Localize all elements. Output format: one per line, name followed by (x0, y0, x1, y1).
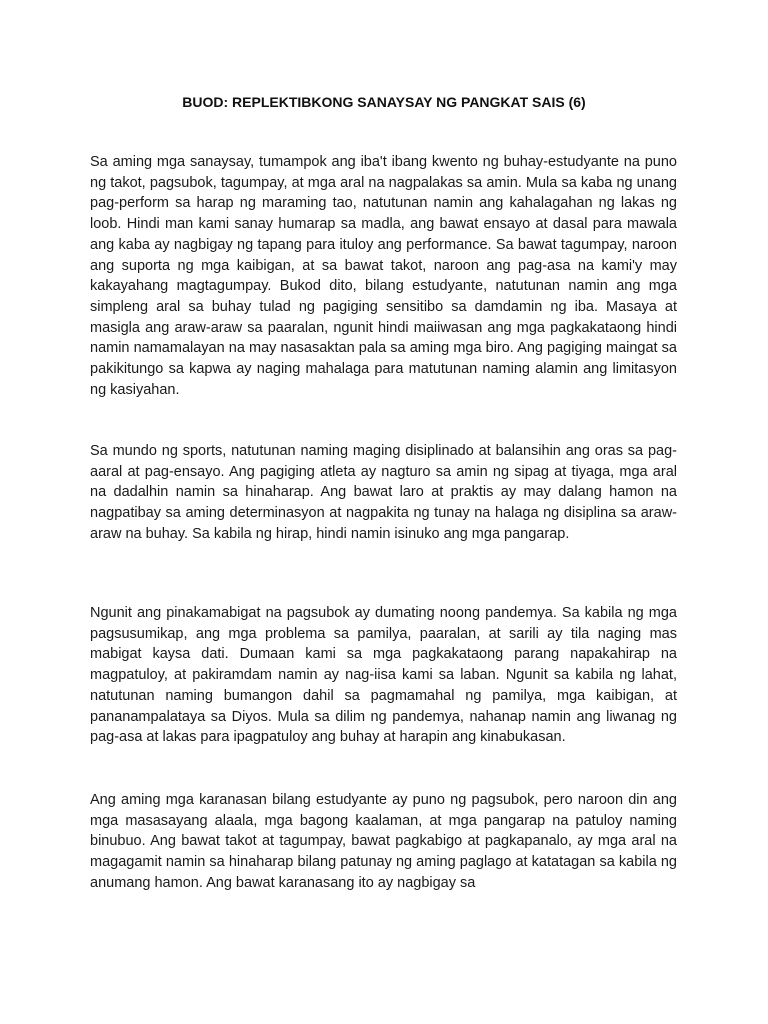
paragraph-2: Sa mundo ng sports, natutunan naming maging disiplinado at balansihin ang oras sa pag-aaral at pag-ensayo. Ang pagiging atleta ay nagturo sa amin ng sipag at tiyaga, mga aral na dadalhin namin sa hinaharap. Ang bawat laro at praktis ay may dalang hamon na nagpatibay sa aming determinasyon at nagpakita ng tunay na halaga ng disiplina sa araw-araw na buhay. Sa kabila ng hirap, hindi namin isinuko ang mga pangarap. (90, 443, 677, 542)
paragraph-3: Ngunit ang pinakamabigat na pagsubok ay dumating noong pandemya. Sa kabila ng mga pagsusumikap, ang mga problema sa pamilya, paaralan, at sarili ay tila naging mas mabigat kaysa dati. Dumaan kami sa mga pagkakataong parang napakahirap na magpatuloy, at pakiramdam namin ay nag-iisa kami sa laban. Ngunit sa kabila ng lahat, natutunan naming bumangon dahil sa pagmamahal ng pamilya, mga kaibigan, at pananampalataya sa Diyos. Mula sa dilim ng pandemya, nahanap namin ang liwanag ng pag-asa at lakas para ipagpatuloy ang buhay at harapin ang kinabukasan. (90, 605, 677, 746)
paragraph-1: Sa aming mga sanaysay, tumampok ang iba't ibang kwento ng buhay-estudyante na puno ng takot, pagsubok, tagumpay, at mga aral na nagpalakas sa amin. Mula sa kaba ng unang pag-perform sa harap ng maraming tao, natutunan namin ang kahalagahan ng lakas ng loob. Hindi man kami sanay humarap sa madla, ang bawat ensayo at dasal para mawala ang kaba ay nagbigay ng tapang para ituloy ang performance. Sa bawat tagumpay, naroon ang suporta ng mga kaibigan, at sa bawat takot, naroon ang pag-asa na kami'y may kakayahang magtagumpay. Bukod dito, bilang estudyante, natutunan namin ang mga simpleng aral sa buhay tulad ng pagiging sensitibo sa damdamin ng iba. Masaya at masigla ang araw-araw sa paaralan, ngunit hindi maiiwasan ang mga pagkakataong hindi namin namamalayan na may nasasaktan pala sa aming mga biro. Ang pagiging maingat sa pakikitungo sa kapwa ay naging mahalaga para matutunan naming alamin ang limitasyon ng kasiyahan. (90, 154, 677, 398)
paragraph-4: Ang aming mga karanasan bilang estudyante ay puno ng pagsubok, pero naroon din ang mga masasayang alaala, mga bagong kaalaman, at mga pangarap na patuloy naming binubuo. Ang bawat takot at tagumpay, bawat pagkabigo at pagkapanalo, ay mga aral na magagamit namin sa hinaharap bilang patunay ng aming paglago at katatagan sa kabila ng anumang hamon. Ang bawat karanasang ito ay nagbigay sa (90, 792, 677, 891)
document-title: BUOD: REPLEKTIBKONG SANAYSAY NG PANGKAT SAIS (6) (182, 94, 586, 110)
